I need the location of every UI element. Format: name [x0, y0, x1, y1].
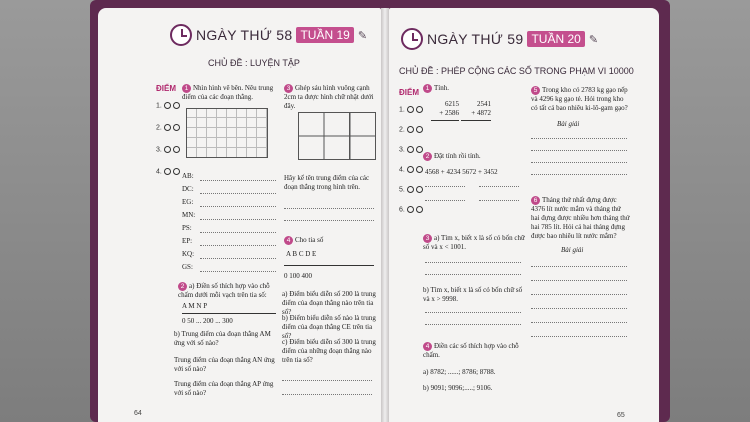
r-ex4: 4 Điền các số thích hợp vào chỗ chấm.	[423, 342, 519, 359]
answer-line	[531, 174, 627, 175]
segment-label: AB:	[182, 172, 194, 180]
answer-line	[479, 186, 519, 187]
r-ex5: 5 Trong kho có 2783 kg gạo nếp và 4296 kg gạo tẻ. Hỏi trong kho có tất cả bao nhiêu ki-lô-gam gạo?	[531, 86, 628, 112]
segment-label: PS:	[182, 224, 192, 232]
ex1-prompt: 1 Nhìn hình vẽ bên. Nêu trung điểm của các đoạn thẳng.	[182, 84, 274, 101]
right-day-title: NGÀY THỨ 59	[427, 31, 524, 47]
segment-label: KQ:	[182, 250, 195, 258]
ex2c-question: Trung điểm của đoạn thẳng AN ứng với số nào?	[174, 356, 275, 373]
answer-line	[425, 262, 521, 263]
left-score-row: 2.	[156, 124, 180, 131]
r-ex2-prompt: 2 Đặt tính rồi tính.	[423, 152, 481, 161]
segment-label: MN:	[182, 211, 196, 219]
answer-line	[531, 294, 627, 295]
clock-icon	[170, 24, 192, 46]
left-score-label: ĐIỂM	[156, 84, 176, 93]
right-week-badge: TUẦN 20	[527, 31, 584, 47]
ex3-note: Hãy kể tên trung điểm của các đoạn thẳng trong hình trên.	[284, 174, 370, 191]
answer-line	[200, 219, 276, 220]
answer-line	[425, 324, 521, 325]
right-score-row: 6.	[399, 206, 423, 213]
ex2-ray	[182, 313, 276, 314]
left-score-row: 4.	[156, 168, 180, 175]
right-score-row: 2.	[399, 126, 423, 133]
add2: 2541 + 4872	[461, 100, 491, 121]
answer-line	[425, 186, 465, 187]
r-ex6: 6 Tháng thứ nhất đựng được 4376 lít nước mắm và tháng thứ hai đựng được nhiều hơn tháng thứ hai 785 lít. Hỏi cả hai tháng đựng được bao nhiêu lít nước mắm?	[531, 196, 630, 240]
r-ex1-prompt: 1 Tính.	[423, 84, 449, 93]
r-ex4b: b) 9091; 9096;.....; 9106.	[423, 384, 493, 392]
ray-ticks: 0 100 400	[284, 272, 312, 280]
answer-line	[531, 162, 627, 163]
left-day-title: NGÀY THỨ 58	[196, 27, 293, 43]
ex2a-prompt: 2 a) Điền số thích hợp vào chỗ chấm dưới mỗi vạch trên tia số:	[178, 282, 270, 299]
right-header	[401, 28, 598, 50]
answer-line	[200, 180, 276, 181]
answer-line	[284, 220, 374, 221]
pencil-icon: ✎	[588, 33, 599, 46]
answer-line	[531, 138, 627, 139]
left-week-badge: TUẦN 19	[296, 27, 353, 43]
answer-line	[425, 200, 465, 201]
answer-line	[531, 280, 627, 281]
right-score-row: 4.	[399, 166, 423, 173]
answer-line	[200, 258, 276, 259]
book-gutter	[381, 8, 389, 422]
answer-line	[200, 232, 276, 233]
add1: 6215 + 2586	[431, 100, 459, 121]
ex4b-question: b) Điểm biểu diễn số nào là trung điểm của đoạn thẳng CE trên tia số?	[282, 314, 376, 340]
segment-label: DC:	[182, 185, 194, 193]
r-ex3a: 3 a) Tìm x, biết x là số có bốn chữ số và x < 1001.	[423, 234, 525, 251]
segment-label: GS:	[182, 263, 193, 271]
answer-line	[200, 271, 276, 272]
right-page-number: 65	[617, 412, 625, 419]
right-score-row: 5.	[399, 186, 423, 193]
ex4c-question: c) Điểm biểu diễn số 300 là trung điểm của những đoạn thẳng nào trên tia số?	[282, 338, 376, 364]
ex1-figure	[186, 108, 268, 158]
left-page-number: 64	[134, 410, 142, 417]
answer-line	[282, 380, 372, 381]
answer-line	[200, 193, 276, 194]
left-topic: CHỦ ĐỀ : LUYỆN TẬP	[208, 58, 300, 68]
right-topic: CHỦ ĐỀ : PHÉP CỘNG CÁC SỐ TRONG PHẠM VI 10000	[399, 66, 634, 76]
solution-label-2: Bài giải	[561, 246, 584, 254]
answer-line	[284, 208, 374, 209]
r-ex3b: b) Tìm x, biết x là số có bốn chữ số và x > 9998.	[423, 286, 523, 303]
answer-line	[479, 200, 519, 201]
answer-line	[425, 312, 521, 313]
answer-line	[531, 266, 627, 267]
answer-line	[282, 394, 372, 395]
answer-line	[531, 150, 627, 151]
ex3-prompt: 3 Ghép sáu hình vuông cạnh 2cm ta được hình chữ nhật dưới đây.	[284, 84, 374, 110]
left-score-row: 3.	[156, 146, 180, 153]
right-page	[389, 8, 659, 422]
answer-line	[531, 322, 627, 323]
ex4a-question: a) Điểm biểu diễn số 200 là trung điểm của đoạn thẳng nào trên tia số?	[282, 290, 376, 316]
answer-line	[425, 274, 521, 275]
ex2-expressions: 4568 + 4234 5672 + 3452	[425, 168, 498, 176]
segment-label: EG:	[182, 198, 194, 206]
r-ex4a: a) 8782; ......; 8786; 8788.	[423, 368, 496, 376]
right-score-row: 1.	[399, 106, 423, 113]
answer-line	[531, 308, 627, 309]
answer-line	[200, 245, 276, 246]
ex2b-question: b) Trung điểm của đoạn thẳng AM ứng với số nào?	[174, 330, 271, 347]
clock-icon	[401, 28, 423, 50]
left-page	[98, 8, 381, 422]
ray-letters: A B C D E	[286, 250, 317, 258]
ex2d-question: Trung điểm của đoạn thẳng AP ứng với số nào?	[174, 380, 274, 397]
ex3-rectangle	[298, 112, 376, 160]
right-score-row: 3.	[399, 146, 423, 153]
answer-line	[200, 206, 276, 207]
ex4-prompt: 4 Cho tia số	[284, 236, 323, 245]
ex2-letters: A M N P	[182, 302, 208, 310]
answer-line	[531, 336, 627, 337]
number-ray	[284, 265, 374, 266]
ex2-nums: 0 50 ... 200 ... 300	[182, 317, 233, 325]
segment-label: EP:	[182, 237, 193, 245]
left-header	[170, 24, 367, 46]
solution-label: Bài giải	[557, 120, 580, 128]
pencil-icon: ✎	[357, 29, 368, 42]
left-score-row: 1.	[156, 102, 180, 109]
right-score-label: ĐIỂM	[399, 88, 419, 97]
